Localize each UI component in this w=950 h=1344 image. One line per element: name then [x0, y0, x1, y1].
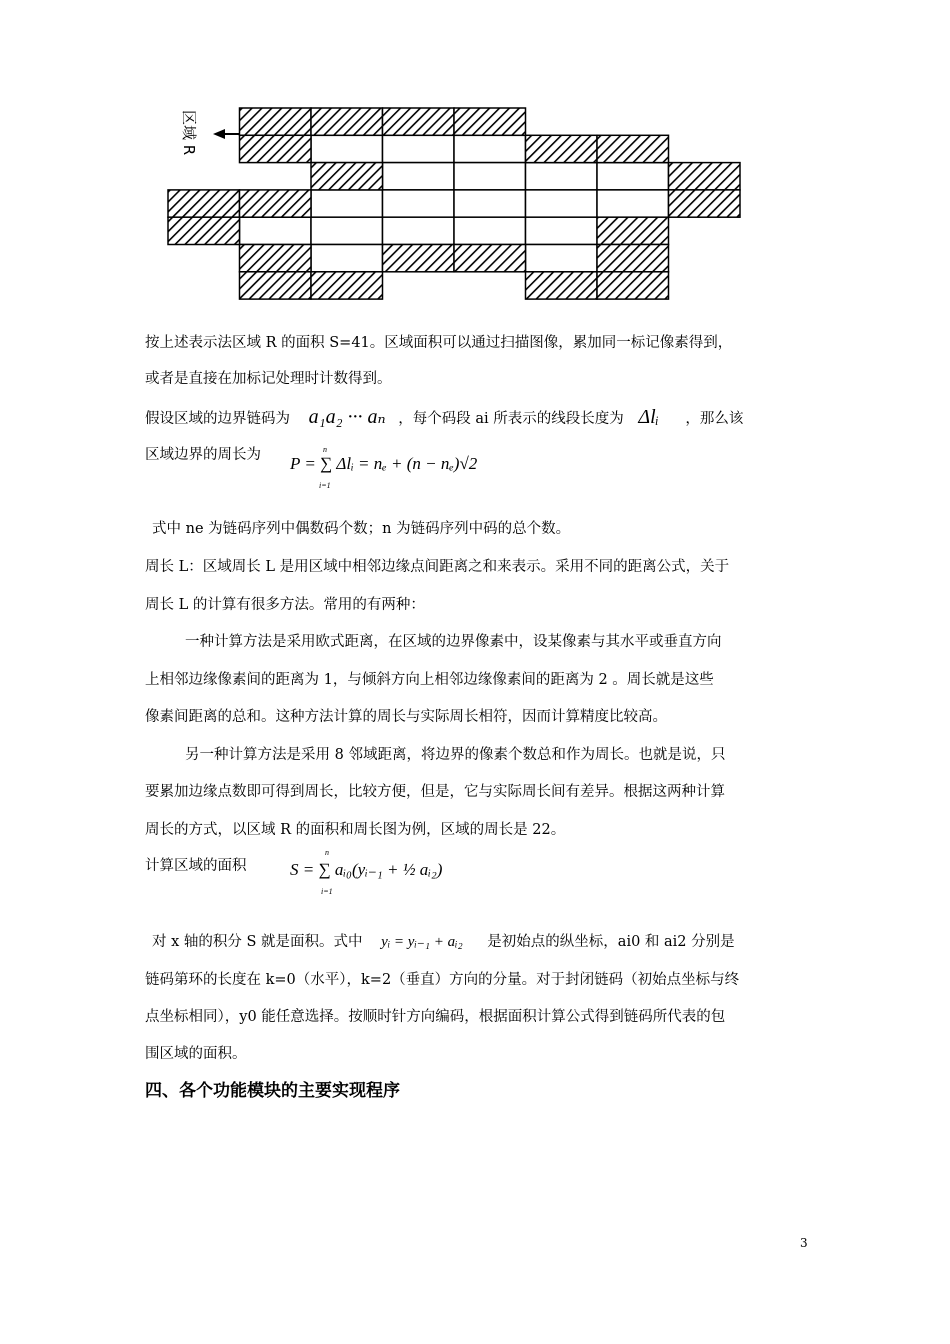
- chain-code-formula: a₁a₂ ··· aₙ: [308, 406, 386, 428]
- delta-l-formula: Δlᵢ: [638, 406, 659, 428]
- hatched-boundary-cell: [311, 272, 383, 299]
- region-label: 区域 R: [180, 110, 198, 156]
- y-formula: yᵢ = yᵢ₋₁ + aᵢ₂: [381, 934, 463, 950]
- hatched-boundary-cell: [311, 108, 383, 135]
- hatched-boundary-cell: [597, 135, 669, 162]
- hatched-boundary-cell: [311, 163, 383, 190]
- paragraph-line: 周长 L 的计算有很多方法。常用的有两种：: [145, 597, 425, 613]
- sum-lower-limit: i=1: [319, 481, 331, 490]
- hatched-boundary-cell: [597, 272, 669, 299]
- hatched-boundary-cell: [168, 217, 240, 244]
- hatched-boundary-cell: [240, 135, 312, 162]
- paragraph-line: 另一种计算方法是采用 8 邻域距离，将边界的像素个数总和作为周长。也就是说，只: [185, 747, 726, 763]
- hatched-boundary-cell: [454, 245, 526, 272]
- paragraph-line: 一种计算方法是采用欧式距离，在区域的边界像素中，设某像素与其水平或垂直方向: [185, 634, 722, 650]
- hatched-boundary-cell: [597, 217, 669, 244]
- hatched-boundary-cell: [597, 245, 669, 272]
- interior-cell: [311, 190, 383, 217]
- hatched-boundary-cell: [240, 272, 312, 299]
- region-grid-figure: [160, 100, 750, 305]
- interior-cell: [383, 135, 455, 162]
- interior-cell: [454, 190, 526, 217]
- integral-line: [152, 932, 735, 952]
- interior-cell: [526, 245, 598, 272]
- perimeter-formula: P = ∑ Δlᵢ = nₑ + (n − nₑ)√2: [290, 454, 478, 473]
- paragraph-text: 对 x 轴的积分 S 就是面积。式中: [152, 934, 363, 950]
- paragraph-line: 周长的方式，以区域 R 的面积和周长图为例，区域的周长是 22。: [145, 822, 566, 838]
- chain-code-line: [145, 407, 743, 429]
- paragraph-line: 周长 L：区域周长 L 是用区域中相邻边缘点间距离之和来表示。采用不同的距离公式，关于: [145, 559, 730, 575]
- interior-cell: [383, 217, 455, 244]
- interior-cell: [526, 190, 598, 217]
- paragraph-text: 计算区域的面积: [145, 858, 247, 874]
- hatched-boundary-cell: [669, 163, 741, 190]
- interior-cell: [597, 190, 669, 217]
- paragraph-line: 或者是直接在加标记处理时计数得到。: [145, 371, 392, 387]
- paragraph-line: 围区域的面积。: [145, 1046, 247, 1062]
- paragraph-text: 假设区域的边界链码为: [145, 411, 290, 427]
- hatched-boundary-cell: [383, 108, 455, 135]
- hatched-boundary-cell: [168, 190, 240, 217]
- interior-cell: [526, 217, 598, 244]
- paragraph-line: 点坐标相同），y0 能任意选择。按顺时针方向编码，根据面积计算公式得到链码所代表的包: [145, 1009, 726, 1025]
- hatched-boundary-cell: [526, 272, 598, 299]
- sum-upper-limit: n: [323, 445, 327, 454]
- paragraph-line: 式中 ne 为链码序列中偶数码个数；n 为链码序列中码的总个数。: [152, 521, 571, 537]
- paragraph-line: 像素间距离的总和。这种方法计算的周长与实际周长相符，因而计算精度比较高。: [145, 709, 667, 725]
- interior-cell: [526, 163, 598, 190]
- paragraph-text: ，每个码段 ai 所表示的线段长度为: [398, 411, 624, 427]
- interior-cell: [383, 163, 455, 190]
- interior-cell: [311, 135, 383, 162]
- interior-cell: [311, 245, 383, 272]
- paragraph-text: 是初始点的纵坐标，ai0 和 ai2 分别是: [487, 934, 735, 950]
- paragraph-line: 链码第环的长度在 k=0（水平），k=2（垂直）方向的分量。对于封闭链码（初始点坐标与终: [145, 972, 740, 988]
- interior-cell: [311, 217, 383, 244]
- paragraph-line: 按上述表示法区域 R 的面积 S=41。区域面积可以通过扫描图像，累加同一标记像素得到，: [145, 335, 733, 351]
- area-formula: S = ∑ aᵢ₀(yᵢ₋₁ + ½ aᵢ₂): [290, 860, 443, 879]
- interior-cell: [454, 135, 526, 162]
- page-number: 3: [800, 1236, 808, 1250]
- interior-cell: [383, 190, 455, 217]
- hatched-boundary-cell: [454, 108, 526, 135]
- interior-cell: [240, 217, 312, 244]
- interior-cell: [454, 163, 526, 190]
- hatched-boundary-cell: [669, 190, 741, 217]
- paragraph-text: ，那么该: [685, 411, 744, 427]
- paragraph-line: 上相邻边缘像素间的距离为 1，与倾斜方向上相邻边缘像素间的距离为 2 。周长就是这些: [145, 672, 714, 688]
- sum-lower-limit: i=1: [321, 887, 333, 896]
- hatched-boundary-cell: [240, 245, 312, 272]
- hatched-boundary-cell: [383, 245, 455, 272]
- paragraph-line: 要累加边缘点数即可得到周长，比较方便，但是，它与实际周长间有差异。根据这两种计算: [145, 784, 725, 800]
- region-pointer-arrow: [213, 129, 239, 139]
- section-heading: 四、各个功能模块的主要实现程序: [145, 1081, 400, 1101]
- sum-upper-limit: n: [325, 848, 329, 857]
- hatched-boundary-cell: [240, 108, 312, 135]
- hatched-boundary-cell: [240, 190, 312, 217]
- interior-cell: [597, 163, 669, 190]
- hatched-boundary-cell: [526, 135, 598, 162]
- paragraph-text: 区域边界的周长为: [145, 447, 261, 463]
- interior-cell: [454, 217, 526, 244]
